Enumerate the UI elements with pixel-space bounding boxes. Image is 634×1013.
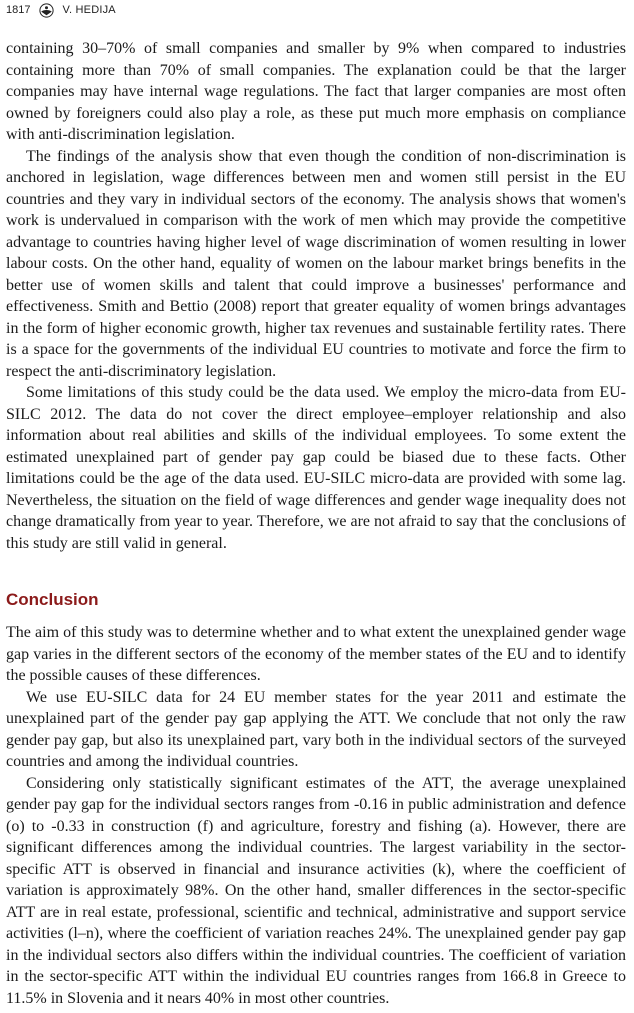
publisher-logo-icon (39, 3, 54, 18)
body-paragraph: containing 30–70% of small companies and smaller by 9% when compared to industries containing more than 70% of small companies. The explanation could be that the larger companies may have internal wage regulations. The fact that larger companies are most often owned by foreigners could also play a role, as these put much more emphasis on compliance with anti-discrimination legislation. (6, 40, 626, 143)
running-author: V. HEDIJA (62, 4, 116, 16)
page-number: 1817 (6, 4, 31, 16)
conclusion-paragraph: Considering only statistically significant estimates of the ATT, the average unexplained gender pay gap for the individual sectors ranges from -0.16 in public administration and defence (o) to -0.33 in construction (f) and agriculture, forestry and fishing (a). However, there are significant differences among the individual countries. The largest variability in the sector-specific ATT is observed in financial and insurance activities (k), where the coefficient of variation is approximately 98%. On the other hand, smaller differences in the sector-specific ATT are in real estate, professional, scientific and technical, administrative and support service activities (l–n), where the coefficient of variation reaches 24%. The unexplained gender pay gap in the individual sectors also differs within the individual countries. The coefficient of variation in the sector-specific ATT within the individual EU countries ranges from 166.8 in Greece to 11.5% in Slovenia and it nears 40% in most other countries. (6, 774, 626, 1007)
running-header (6, 0, 116, 20)
article-body (6, 38, 626, 1009)
conclusion-paragraph: We use EU-SILC data for 24 EU member states for the year 2011 and estimate the unexplained part of the gender pay gap applying the ATT. We conclude that not only the raw gender pay gap, but also its unexplained part, vary both in the individual sectors of the surveyed countries and among the individual countries. (6, 688, 626, 770)
conclusion-heading: Conclusion (6, 590, 99, 609)
body-paragraph: The findings of the analysis show that even though the condition of non-discrimination is anchored in legislation, wage differences between men and women still persist in the EU countries and they vary in individual sectors of the economy. The analysis shows that women's work is undervalued in comparison with the work of men which may provide the competitive advantage to countries having higher level of wage discrimination of women resulting in lower labour costs. On the other hand, equality of women on the labour market brings benefits in the better use of women skills and talent that could improve a businesses' performance and effectiveness. Smith and Bettio (2008) report that greater equality of women brings advantages in the form of higher economic growth, higher tax revenues and sustainable fertility rates. There is a space for the governments of the individual EU countries to motivate and force the firm to respect the anti-discriminatory legislation. (6, 147, 626, 380)
conclusion-paragraph: The aim of this study was to determine whether and to what extent the unexplained gender wage gap varies in the different sectors of the economy of the member states of the EU and to identify the possible causes of these differences. (6, 624, 626, 684)
body-paragraph: Some limitations of this study could be the data used. We employ the micro-data from EU-SILC 2012. The data do not cover the direct employee–employer relationship and also information about real abilities and skills of the individual employees. To some extent the estimated unexplained part of gender pay gap could be biased due to these facts. Other limitations could be the age of the data used. EU-SILC micro-data are provided with some lag. Nevertheless, the situation on the field of wage differences and gender wage inequality does not change dramatically from year to year. Therefore, we are not afraid to say that the conclusions of this study are still valid in general. (6, 384, 626, 552)
